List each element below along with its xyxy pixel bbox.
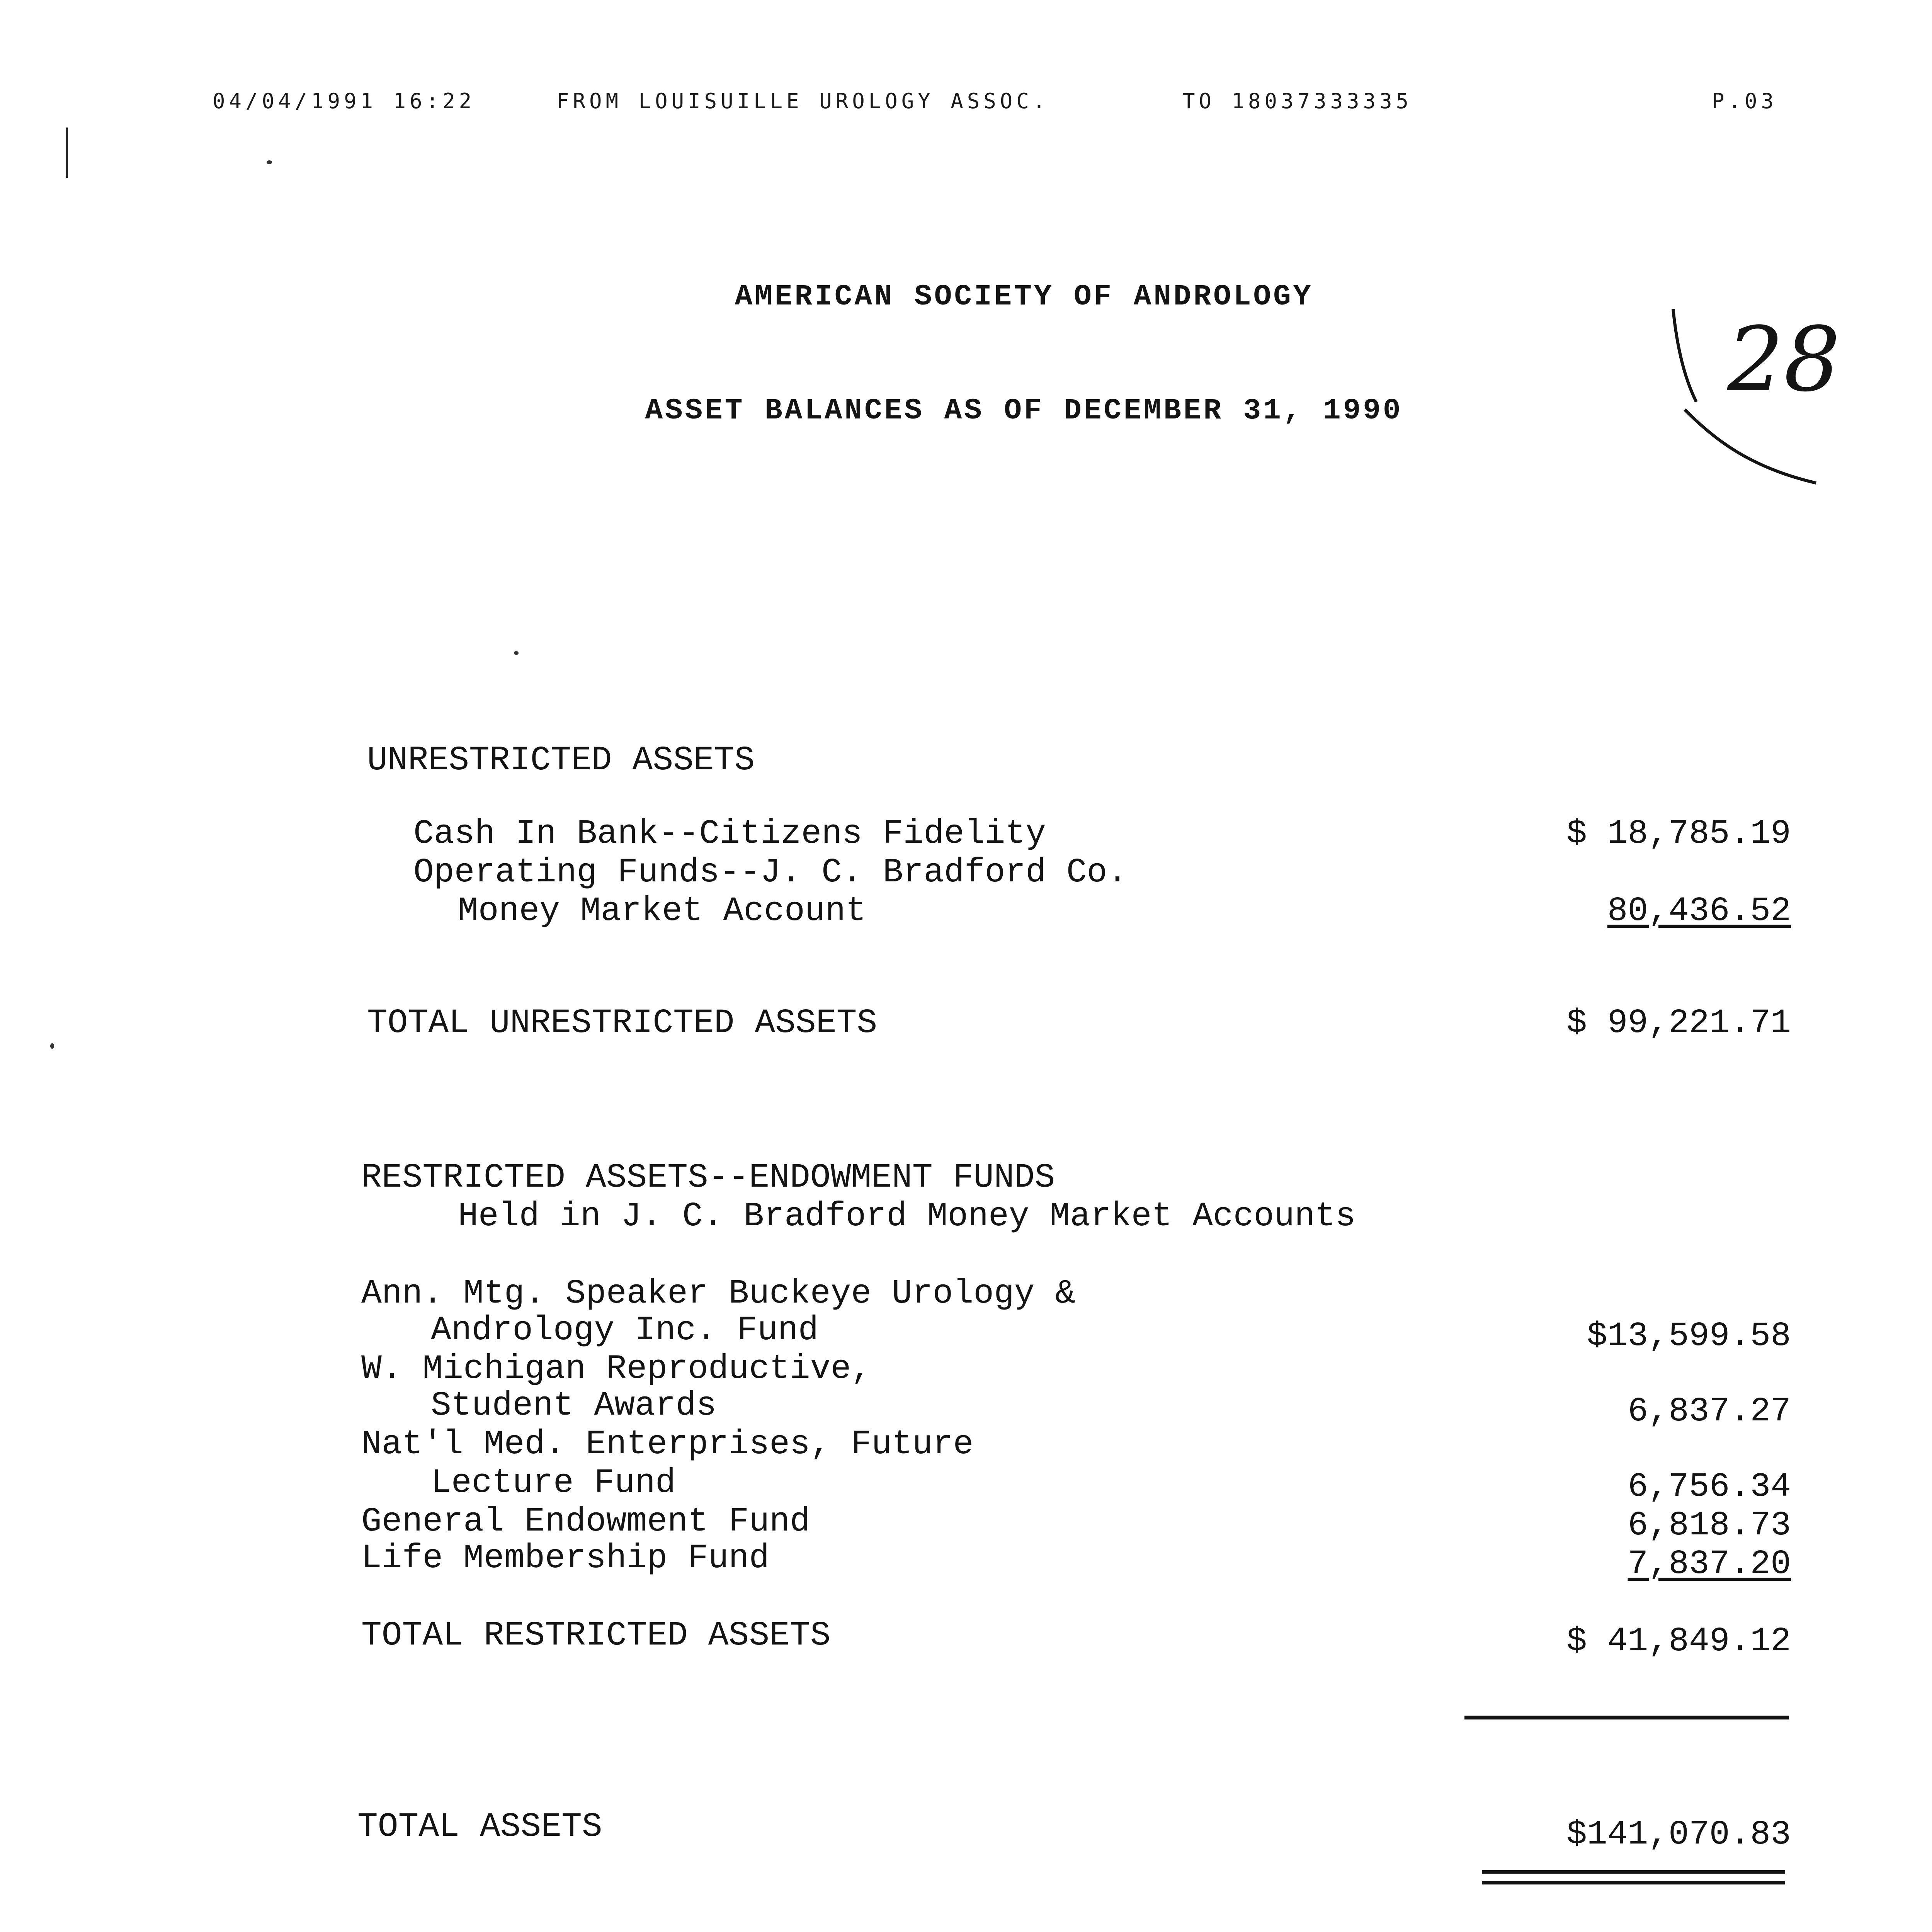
restricted-item-label-cont: Lecture Fund — [431, 1464, 676, 1502]
restricted-item-label-cont: Andrology Inc. Fund — [431, 1311, 819, 1350]
grand-total-amount: $141,070.83 — [1566, 1816, 1791, 1854]
scan-edge-mark — [66, 128, 68, 178]
restricted-item-amount: $13,599.58 — [1587, 1317, 1791, 1355]
subtotal-rule — [1464, 1716, 1789, 1719]
document-subtitle: ASSET BALANCES AS OF DECEMBER 31, 1990 — [645, 394, 1403, 427]
restricted-item-amount: 6,818.73 — [1628, 1507, 1791, 1545]
restricted-heading: RESTRICTED ASSETS--ENDOWMENT FUNDS — [361, 1159, 1055, 1197]
unrestricted-total-label: TOTAL UNRESTRICTED ASSETS — [367, 1004, 878, 1043]
scan-speck — [514, 651, 519, 655]
restricted-item-amount: 7,837.20 — [1628, 1545, 1791, 1583]
restricted-total-label: TOTAL RESTRICTED ASSETS — [361, 1617, 831, 1655]
double-rule-bottom — [1482, 1881, 1785, 1884]
scan-speck — [50, 1043, 54, 1049]
handwritten-note — [1662, 301, 1840, 502]
fax-from: FROM LOUISUILLE UROLOGY ASSOC. — [556, 89, 1049, 113]
unrestricted-item-label: Operating Funds--J. C. Bradford Co. — [413, 854, 1128, 892]
handwritten-note-text: 28 — [1727, 308, 1840, 412]
fax-datetime: 04/04/1991 16:22 — [213, 89, 476, 113]
unrestricted-item-amount: 80,436.52 — [1607, 892, 1791, 930]
unrestricted-total-amount: $ 99,221.71 — [1566, 1004, 1791, 1043]
unrestricted-item-label: Cash In Bank--Citizens Fidelity — [413, 815, 1046, 853]
fax-to: TO 18037333335 — [1182, 89, 1413, 113]
grand-total-label: TOTAL ASSETS — [357, 1808, 602, 1846]
double-rule-top — [1482, 1870, 1785, 1874]
restricted-total-amount: $ 41,849.12 — [1566, 1622, 1791, 1661]
fax-page: P.03 — [1712, 89, 1778, 113]
restricted-item-label: General Endowment Fund — [361, 1503, 810, 1541]
restricted-item-amount: 6,756.34 — [1628, 1468, 1791, 1506]
unrestricted-item-label-cont: Money Market Account — [458, 892, 866, 930]
restricted-item-label-cont: Student Awards — [431, 1387, 717, 1425]
restricted-subheading: Held in J. C. Bradford Money Market Accounts — [458, 1197, 1356, 1236]
restricted-item-amount: 6,837.27 — [1628, 1393, 1791, 1431]
fax-header — [0, 89, 1932, 120]
scan-speck — [267, 160, 272, 164]
restricted-item-label: Nat'l Med. Enterprises, Future — [361, 1425, 974, 1464]
document-title: AMERICAN SOCIETY OF ANDROLOGY — [735, 280, 1313, 313]
restricted-item-label: Ann. Mtg. Speaker Buckeye Urology & — [361, 1275, 1076, 1313]
restricted-item-label: Life Membership Fund — [361, 1539, 770, 1578]
unrestricted-heading: UNRESTRICTED ASSETS — [367, 742, 755, 780]
unrestricted-item-amount: $ 18,785.19 — [1566, 815, 1791, 853]
restricted-item-label: W. Michigan Reproductive, — [361, 1350, 872, 1388]
